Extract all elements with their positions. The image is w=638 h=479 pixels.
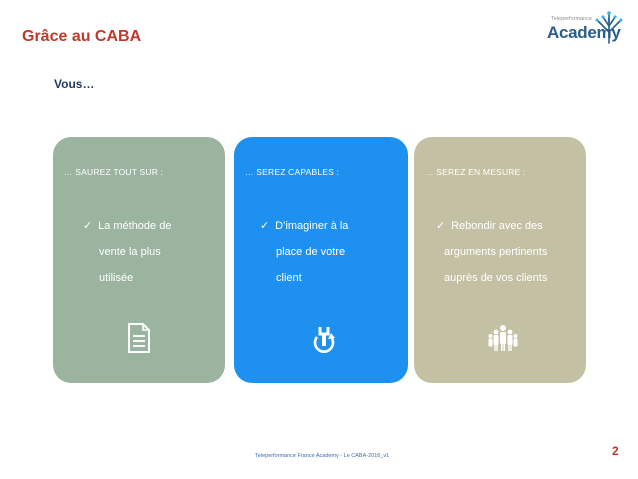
card-line-2: vente la plus — [99, 246, 161, 258]
slide-title: Grâce au CABA — [22, 28, 142, 45]
slide-subtitle: Vous… — [54, 77, 95, 91]
check-icon: ✓ — [260, 220, 270, 232]
card-heading: … SAUREZ TOUT SUR : — [64, 167, 164, 177]
card-serez-en-mesure — [414, 137, 586, 383]
document-icon — [127, 323, 151, 353]
academy-logo — [543, 10, 623, 50]
check-icon: ✓ — [436, 220, 446, 232]
card-line-3: utilisée — [99, 272, 134, 284]
card-serez-capables — [234, 137, 408, 383]
card-line-2: place de votre — [276, 246, 346, 258]
card-heading: … SEREZ CAPABLES : — [245, 167, 340, 177]
tree-icon — [595, 10, 623, 44]
wrench-cycle-icon — [311, 323, 337, 353]
card-heading: … SEREZ EN MESURE : — [425, 167, 526, 177]
group-people-icon — [488, 323, 518, 353]
card-line-2: arguments pertinents — [444, 246, 548, 258]
card-saurez — [53, 137, 225, 383]
logo-big-text: Academy — [547, 23, 621, 42]
card-line-1: ✓ Rebondir avec des — [436, 213, 576, 239]
check-icon: ✓ — [83, 220, 93, 232]
card-line-3: auprès de vos clients — [444, 272, 548, 284]
page-number: 2 — [612, 444, 619, 458]
card-line-1: ✓ D’imaginer à la — [260, 213, 396, 239]
card-body — [436, 213, 576, 291]
card-line-3: client — [276, 272, 302, 284]
card-line-1: ✓ La méthode de — [83, 213, 215, 239]
card-body — [83, 213, 215, 291]
logo-small-text: Teleperformance — [551, 16, 592, 22]
card-body — [260, 213, 396, 291]
footer-text: Teleperformance France Academy - Le CABA-2016_v1 — [255, 453, 390, 459]
